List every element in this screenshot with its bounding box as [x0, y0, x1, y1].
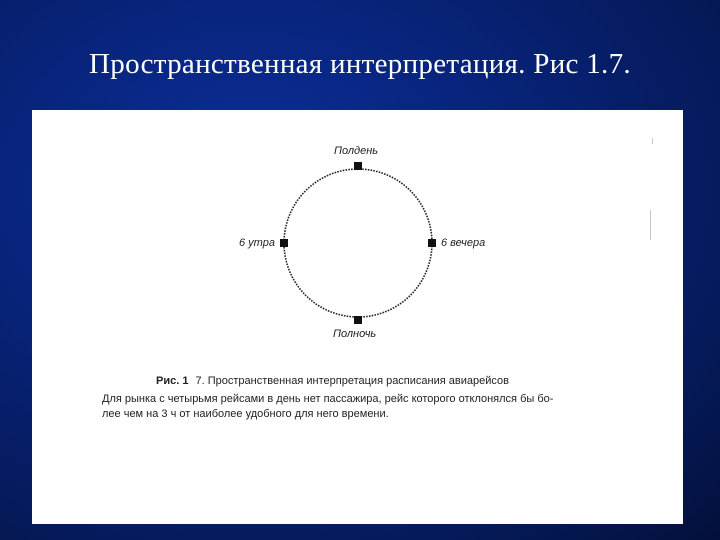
- marker-midnight: [354, 316, 362, 324]
- label-noon: Полдень: [334, 145, 379, 157]
- figure-caption-title: [156, 375, 509, 387]
- label-6pm: 6 вечера: [441, 237, 486, 249]
- label-6am: 6 утра: [239, 237, 275, 249]
- figure-caption-body: [102, 392, 662, 422]
- scan-artifact: [650, 210, 651, 240]
- figure-number: Рис. 1: [156, 375, 189, 387]
- caption-line: лее чем на 3 ч от наиболее удобного для него времени.: [102, 408, 389, 420]
- figure-panel: [32, 110, 683, 524]
- caption-line: Для рынка с четырьмя рейсами в день нет пассажира, рейс которого отклонялся бы бо-: [102, 393, 554, 405]
- scan-artifact: [652, 138, 653, 144]
- label-midnight: Полночь: [333, 328, 377, 340]
- marker-6am: [280, 239, 288, 247]
- figure-caption-text: 7. Пространственная интерпретация расписания авиарейсов: [195, 375, 509, 387]
- circle-diagram: [32, 110, 683, 524]
- marker-6pm: [428, 239, 436, 247]
- marker-noon: [354, 162, 362, 170]
- slide-title: Пространственная интерпретация. Рис 1.7.: [89, 48, 631, 80]
- schedule-circle: [284, 169, 432, 317]
